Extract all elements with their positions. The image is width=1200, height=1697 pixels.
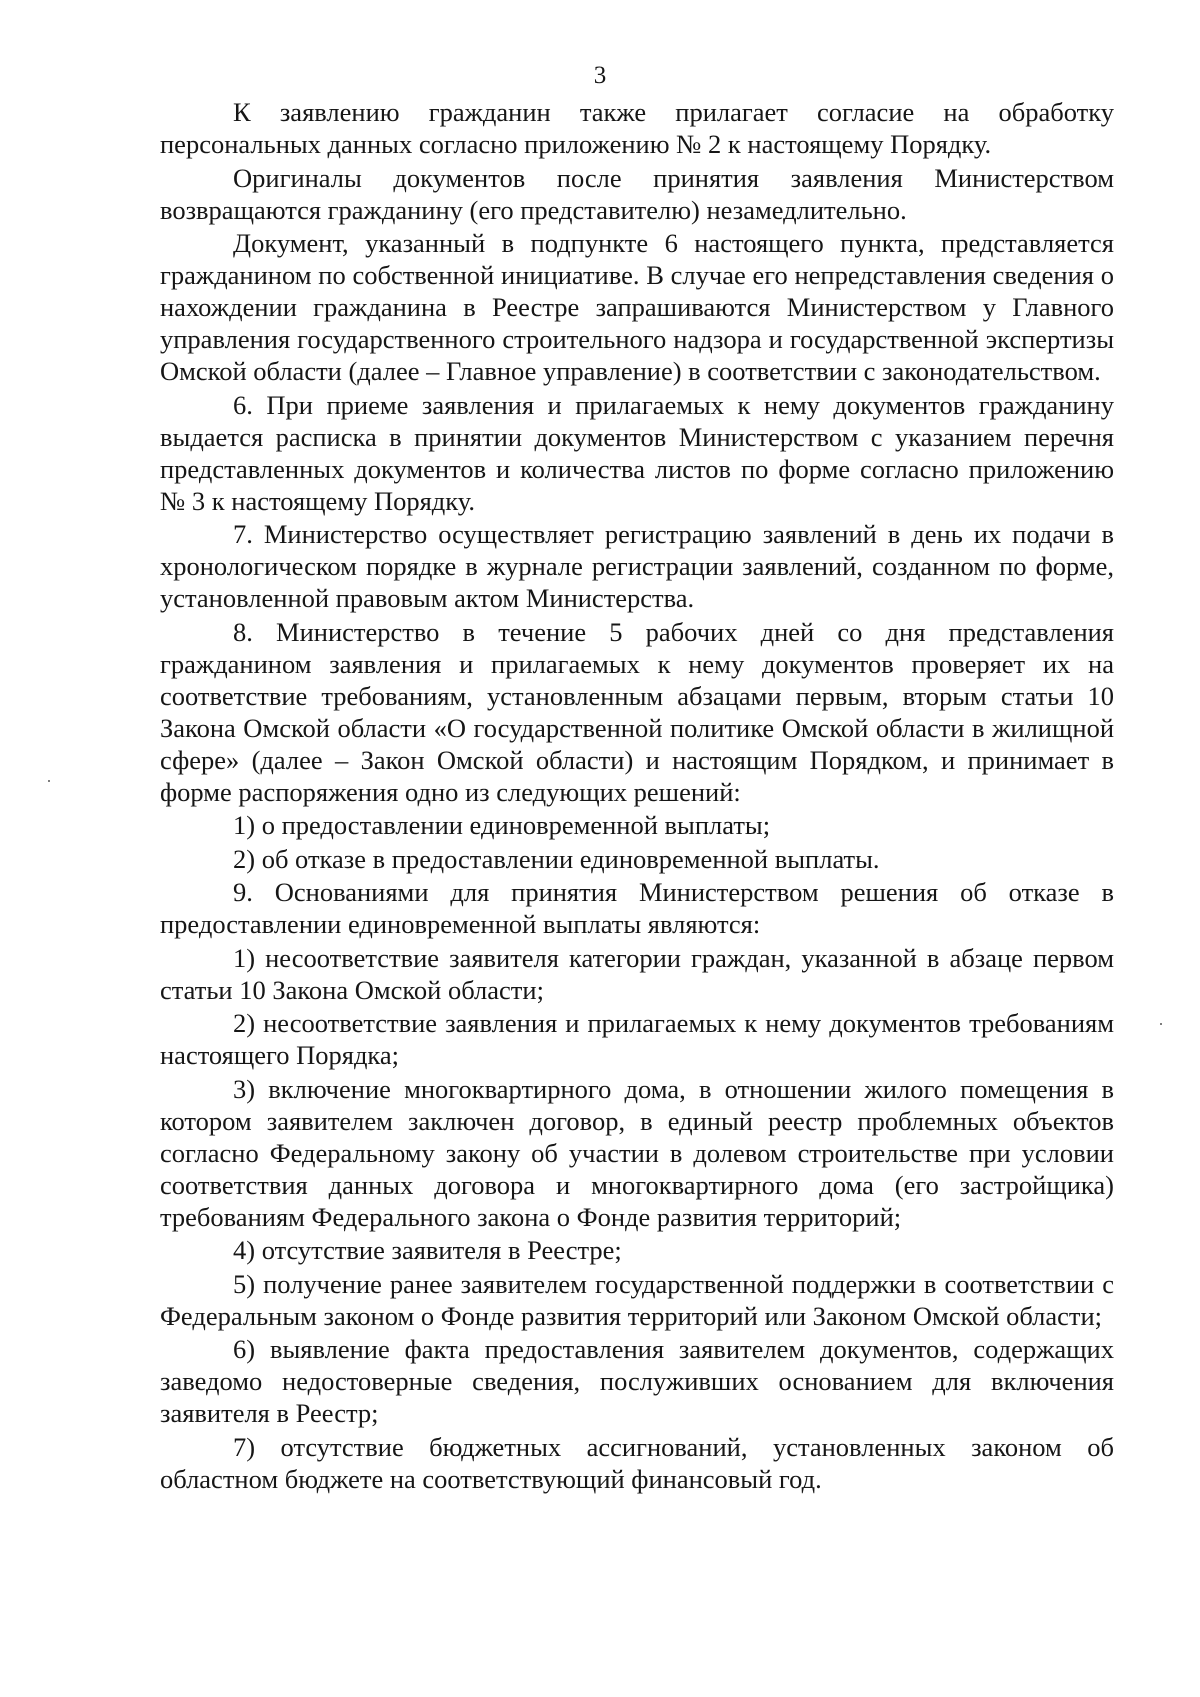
paragraph-registry-request: Документ, указанный в подпункте 6 настоящего пункта, представляется гражданином по собственной инициативе. В случае его непредставления сведения о нахождении гражданина в Реестре запрашиваются Министерством у Главного управления государственного строительного надзора и государственной экспертизы Омской области (далее – Главное управление) в соответствии с законодательством. bbox=[160, 228, 1114, 386]
paragraph-item-9: 9. Основаниями для принятия Министерством решения об отказе в предоставлении единовременной выплаты являются: bbox=[160, 877, 1114, 939]
refusal-ground-3: 3) включение многоквартирного дома, в отношении жилого помещения в котором заявителем заключен договор, в единый реестр проблемных объектов согласно Федеральному закону об участии в долевом строительстве при условии соответствия данных договора и многоквартирного дома (его застройщика) требованиям Федерального закона о Фонде развития территорий; bbox=[160, 1073, 1114, 1232]
paragraph-consent: К заявлению гражданин также прилагает согласие на обработку персональных данных согласно приложению № 2 к настоящему Порядку. bbox=[160, 97, 1114, 159]
paragraph-item-6: 6. При приеме заявления и прилагаемых к нему документов гражданину выдается расписка в принятии документов Министерством с указанием перечня представленных документов и количества листов по форме согласно приложению № 3 к настоящему Порядку. bbox=[160, 389, 1114, 516]
page-number: 3 bbox=[593, 62, 607, 89]
refusal-ground-4: 4) отсутствие заявителя в Реестре; bbox=[233, 1235, 622, 1265]
paragraph-item-8: 8. Министерство в течение 5 рабочих дней со дня представления гражданином заявления и прилагаемых к нему документов проверяет их на соответствие требованиям, установленным абзацами первым, вторым статьи 10 Закона Омской области «О государственной политике Омской области в жилищной сфере» (далее – Закон Омской области) и настоящим Порядком, и принимает в форме распоряжения одно из следующих решений: bbox=[160, 616, 1114, 807]
refusal-ground-1: 1) несоответствие заявителя категории граждан, указанной в абзаце первом статьи 10 Закона Омской области; bbox=[160, 942, 1114, 1005]
refusal-ground-5: 5) получение ранее заявителем государственной поддержки в соответствии с Федеральным законом о Фонде развития территорий или Законом Омской области; bbox=[160, 1268, 1114, 1331]
refusal-ground-6: 6) выявление факта предоставления заявителем документов, содержащих заведомо недостоверные сведения, послуживших основанием для включения заявителя в Реестр; bbox=[160, 1334, 1114, 1428]
document-body bbox=[160, 96, 1114, 1496]
decision-option-2: 2) об отказе в предоставлении единовременной выплаты. bbox=[233, 843, 880, 874]
scan-speck-left bbox=[48, 780, 50, 782]
paragraph-originals-return: Оригиналы документов после принятия заявления Министерством возвращаются гражданину (его представителю) незамедлительно. bbox=[160, 162, 1114, 225]
paragraph-item-7: 7. Министерство осуществляет регистрацию заявлений в день их подачи в хронологическом порядке в журнале регистрации заявлений, созданном по форме, установленной правовым актом Министерства. bbox=[160, 519, 1114, 613]
refusal-ground-2: 2) несоответствие заявления и прилагаемых к нему документов требованиям настоящего Порядка; bbox=[160, 1008, 1114, 1070]
refusal-ground-7: 7) отсутствие бюджетных ассигнований, установленных законом об областном бюджете на соответствующий финансовый год. bbox=[160, 1431, 1114, 1494]
scan-speck-right bbox=[1160, 1023, 1162, 1025]
decision-option-1: 1) о предоставлении единовременной выплаты; bbox=[233, 810, 771, 840]
